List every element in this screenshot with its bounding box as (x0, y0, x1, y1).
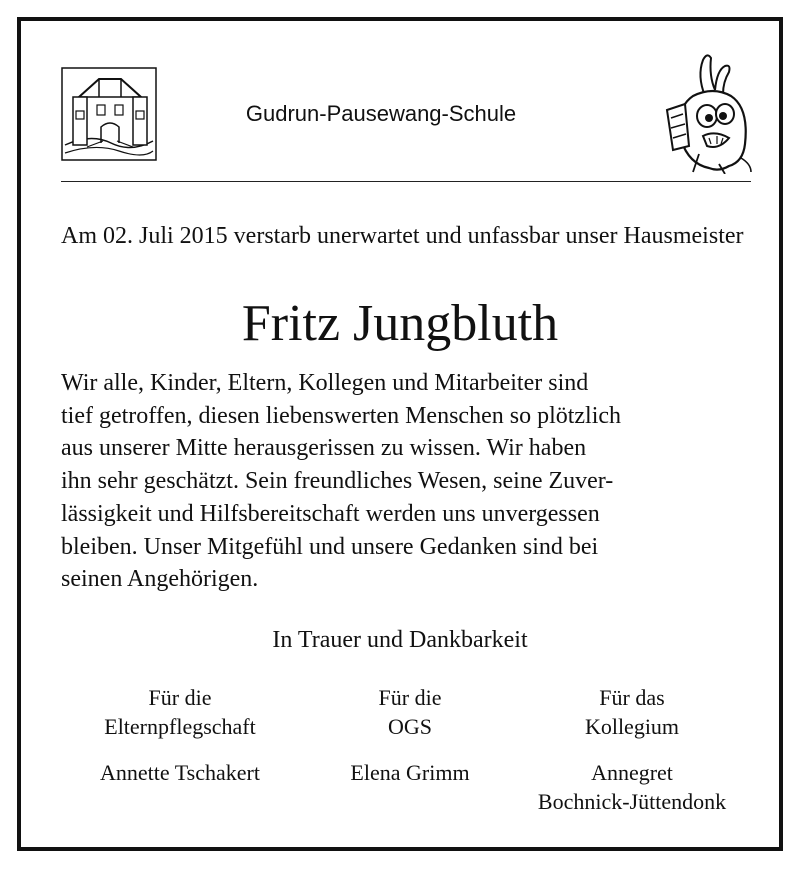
school-building-logo-icon (61, 67, 157, 161)
signatory-name-continued: Bochnick-Jüttendonk (537, 789, 727, 814)
signatory-role: Für das (599, 685, 665, 710)
tribute-line: tief getroffen, diesen liebenswerten Menschen so plötzlich (61, 402, 622, 429)
signatory-name: Annegret (591, 760, 673, 785)
signatory-role: Für die (148, 685, 212, 710)
tribute-line: seinen Angehörigen. (61, 566, 259, 593)
tribute-line: bleiben. Unser Mitgefühl und unsere Gedanken sind bei (61, 533, 599, 560)
obituary-frame (17, 17, 783, 851)
deceased-name: Fritz Jungbluth (241, 295, 559, 352)
signatory-group: OGS (387, 714, 432, 739)
intro-text: Am 02. Juli 2015 verstarb unerwartet und unfassbar unser Hausmeister (61, 223, 744, 249)
signatory-ogs (285, 683, 535, 787)
tribute-text (61, 367, 761, 596)
signatory-staff (507, 683, 757, 816)
tribute-line: ihn sehr geschätzt. Sein freundliches Wesen, seine Zuver- (61, 468, 614, 495)
signatory-name: Annette Tschakert (100, 760, 260, 785)
school-name: Gudrun-Pausewang-Schule (245, 101, 517, 126)
tribute-line: lässigkeit und Hilfsbereitschaft werden uns unvergessen (61, 500, 600, 527)
signatory-role: Für die (378, 685, 442, 710)
header-divider (61, 181, 751, 182)
signatory-name: Elena Grimm (350, 760, 470, 785)
signatory-parents (55, 683, 305, 787)
tribute-line: Wir alle, Kinder, Eltern, Kollegen und Mitarbeiter sind (61, 370, 589, 396)
signatory-group: Elternpflegschaft (104, 714, 256, 739)
cartoon-mascot-logo-icon (659, 46, 755, 174)
signatory-group: Kollegium (584, 714, 680, 739)
closing-line: In Trauer und Dankbarkeit (272, 627, 528, 653)
tribute-line: aus unserer Mitte herausgerissen zu wissen. Wir haben (61, 435, 587, 462)
